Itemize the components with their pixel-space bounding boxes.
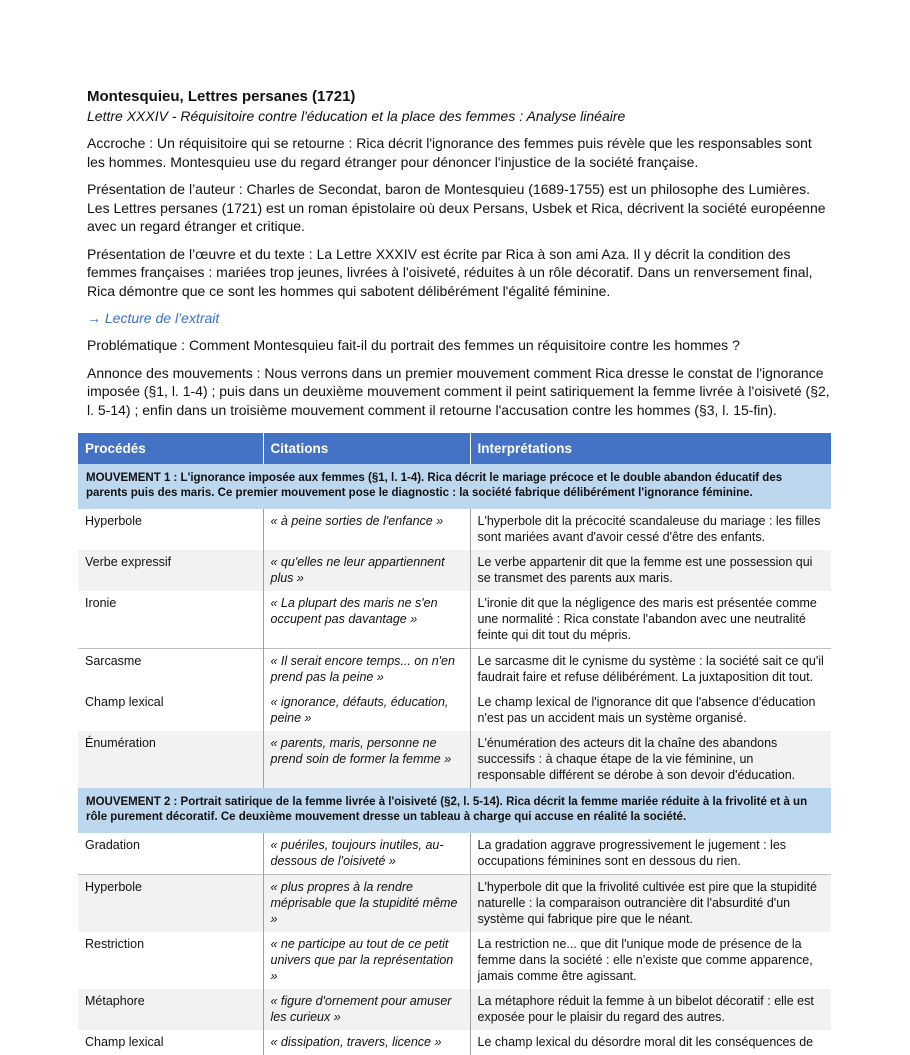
citation-cell: « parents, maris, personne ne prend soin de former la femme »	[263, 731, 470, 788]
citation-cell: « figure d'ornement pour amuser les curieux »	[263, 989, 470, 1030]
header-interpretations: Interprétations	[470, 433, 831, 464]
procede-cell: Métaphore	[78, 989, 263, 1030]
procede-cell: Énumération	[78, 731, 263, 788]
table-row	[78, 550, 831, 591]
procede-cell: Champ lexical	[78, 690, 263, 731]
table-row	[78, 690, 831, 731]
interpretation-cell: Le champ lexical du désordre moral dit les conséquences de	[470, 1030, 831, 1055]
table-row	[78, 649, 831, 691]
table-row	[78, 875, 831, 933]
document-title: Montesquieu, Lettres persanes (1721)	[87, 88, 356, 105]
mouvement-2-row	[78, 788, 831, 833]
interpretation-cell: Le verbe appartenir dit que la femme est une possession qui se transmet des parents aux maris.	[470, 550, 831, 591]
citation-cell: « La plupart des maris ne s'en occupent pas davantage »	[263, 591, 470, 649]
citation-cell: « dissipation, travers, licence »	[263, 1030, 470, 1055]
table-row	[78, 1030, 831, 1055]
citation-cell: « ignorance, défauts, éducation, peine »	[263, 690, 470, 731]
table-row	[78, 833, 831, 875]
table-row	[78, 932, 831, 989]
auteur-paragraph: Présentation de l’auteur : Charles de Secondat, baron de Montesquieu (1689-1755) est un philosophe des Lumières. Les Lettres persanes (1721) est un roman épistolaire où deux Persans, Usbek et Rica, décrivent la société européenne avec un regard étranger et critique.	[87, 181, 826, 234]
interpretation-cell: La gradation aggrave progressivement le jugement : les occupations féminines sont en dessous du rien.	[470, 833, 831, 875]
interpretation-cell: La métaphore réduit la femme à un bibelot décoratif : elle est exposée pour le plaisir du regard des autres.	[470, 989, 831, 1030]
mouvement-2-label: MOUVEMENT 2 : Portrait satirique de la femme livrée à l'oisiveté (§2, l. 5-14). Rica décrit la femme mariée réduite à la frivolité et à un rôle purement décoratif. Ce deuxième mouvement dresse un tableau à charge qui accuse en réalité la société.	[78, 788, 831, 833]
header-procedes: Procédés	[78, 433, 263, 464]
interpretation-cell: L'hyperbole dit que la frivolité cultivée est pire que la stupidité naturelle : la comparaison outrancière dit l'absurdité d'un système qui fabrique pire que le néant.	[470, 875, 831, 933]
procede-cell: Hyperbole	[78, 509, 263, 550]
citation-cell: « puériles, toujours inutiles, au-dessous de l'oisiveté »	[263, 833, 470, 875]
annonce-paragraph: Annonce des mouvements : Nous verrons dans un premier mouvement comment Rica dresse le constat de l'ignorance imposée (§1, l. 1-4) ; puis dans un deuxième mouvement comment il peint satiriquement la femme livrée à l'oisiveté (§2, l. 5-14) ; enfin dans un troisième mouvement comment il retourne l'accusation contre les hommes (§3, l. 15-fin).	[87, 364, 830, 418]
procede-cell: Ironie	[78, 591, 263, 649]
interpretation-cell: L'énumération des acteurs dit la chaîne des abandons successifs : à chaque étape de la vie féminine, un responsable différent se dérobe à son devoir d'éducation.	[470, 731, 831, 788]
citation-cell: « ne participe au tout de ce petit univers que par la représentation »	[263, 932, 470, 989]
oeuvre-paragraph: Présentation de l’œuvre et du texte : La Lettre XXXIV est écrite par Rica à son ami Aza. Il y décrit la condition des femmes françaises : mariées trop jeunes, livrées à l'oisiveté, réduites à un rôle décoratif. Dans un renversement final, Rica démontre que ce sont les hommes qui sabotent délibérément l'égalité féminine.	[87, 245, 813, 299]
document-subtitle: Lettre XXXIV - Réquisitoire contre l'éducation et la place des femmes : Analyse linéaire	[87, 108, 626, 124]
citation-cell: « qu'elles ne leur appartiennent plus »	[263, 550, 470, 591]
lecture-link[interactable]: → Lecture de l’extrait	[87, 310, 220, 326]
analysis-table-wrapper	[78, 433, 831, 1055]
procede-cell: Restriction	[78, 932, 263, 989]
interpretation-cell: Le sarcasme dit le cynisme du système : la société sait ce qu'il faudrait faire et refuse délibérément. La juxtaposition dit tout.	[470, 649, 831, 691]
citation-cell: « Il serait encore temps... on n'en prend pas la peine »	[263, 649, 470, 691]
citation-cell: « plus propres à la rendre méprisable que la stupidité même »	[263, 875, 470, 933]
table-row	[78, 509, 831, 550]
accroche-paragraph: Accroche : Un réquisitoire qui se retourne : Rica décrit l'ignorance des femmes puis révèle que les responsables sont les hommes. Montesquieu use du regard étranger pour dénoncer l'injustice de la société française.	[87, 135, 812, 170]
interpretation-cell: Le champ lexical de l'ignorance dit que l'absence d'éducation n'est pas un accident mais un système organisé.	[470, 690, 831, 731]
document-body	[87, 88, 832, 419]
interpretation-cell: L'hyperbole dit la précocité scandaleuse du mariage : les filles sont mariées avant d'avoir cessé d'être des enfants.	[470, 509, 831, 550]
procede-cell: Champ lexical	[78, 1030, 263, 1055]
procede-cell: Gradation	[78, 833, 263, 875]
table-row	[78, 731, 831, 788]
analysis-table	[78, 433, 831, 1055]
procede-cell: Verbe expressif	[78, 550, 263, 591]
table-row	[78, 989, 831, 1030]
table-row	[78, 591, 831, 649]
problematique-paragraph: Problématique : Comment Montesquieu fait-il du portrait des femmes un réquisitoire contre les hommes ?	[87, 337, 740, 353]
header-citations: Citations	[263, 433, 470, 464]
interpretation-cell: La restriction ne... que dit l'unique mode de présence de la femme dans la société : elle n'existe que comme apparence, jamais comme être agissant.	[470, 932, 831, 989]
table-header-row	[78, 433, 831, 464]
mouvement-1-label: MOUVEMENT 1 : L'ignorance imposée aux femmes (§1, l. 1-4). Rica décrit le mariage précoce et le double abandon éducatif des parents puis des maris. Ce premier mouvement pose le diagnostic : la société fabrique délibérément l'ignorance féminine.	[78, 464, 831, 509]
procede-cell: Sarcasme	[78, 649, 263, 691]
procede-cell: Hyperbole	[78, 875, 263, 933]
interpretation-cell: L'ironie dit que la négligence des maris est présentée comme une normalité : Rica constate l'abandon avec une neutralité feinte qui dit tout du mépris.	[470, 591, 831, 649]
citation-cell: « à peine sorties de l'enfance »	[263, 509, 470, 550]
mouvement-1-row	[78, 464, 831, 509]
